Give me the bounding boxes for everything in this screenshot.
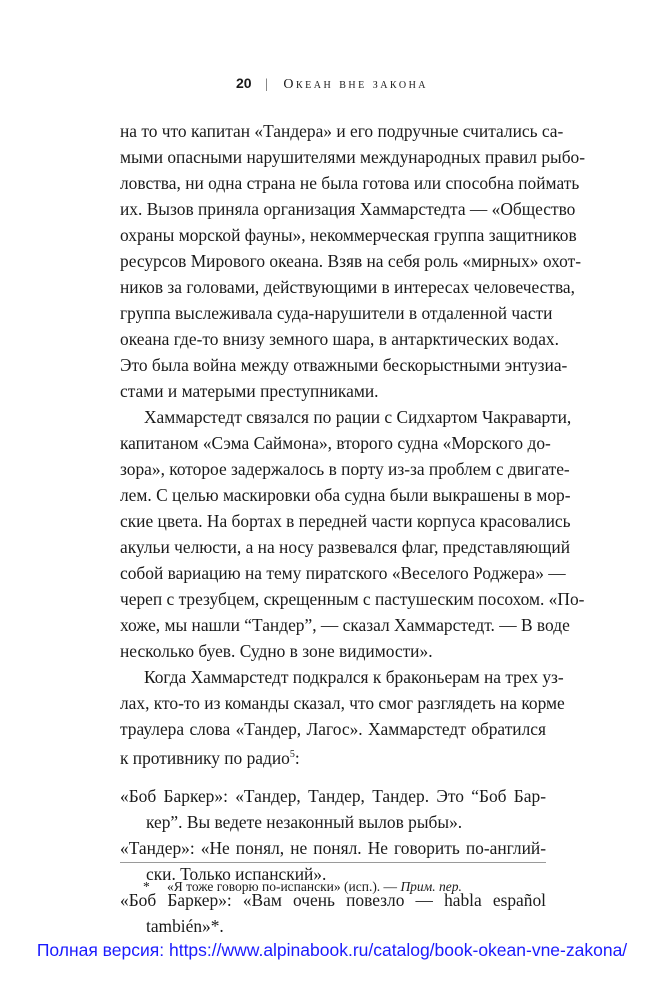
- body-line: череп с трезубцем, скрещенным с пастушеским посохом. «По-: [120, 589, 585, 609]
- running-header: [0, 75, 664, 93]
- footnote-reference: 5: [289, 749, 295, 760]
- page-body: [120, 118, 586, 939]
- body-line: несколько буев. Судно в зоне видимости».: [120, 641, 433, 661]
- body-line: ресурсов Мирового океана. Взяв на себя роль «мирных» охот-: [120, 251, 581, 271]
- body-line: мыми опасными нарушителями международных правил рыбо-: [120, 147, 586, 167]
- footnote-divider: [120, 862, 546, 863]
- body-line: ские цвета. На бортах в передней части корпуса красовались: [120, 511, 571, 531]
- radio-dialogue: [120, 783, 546, 939]
- body-line: океана где-то внизу земного шара, в антарктических водах.: [120, 329, 559, 349]
- body-line: стами и матерыми преступниками.: [120, 381, 379, 401]
- body-line: ловства, ни одна страна не была готова или способна поймать: [120, 173, 580, 193]
- body-line: траулера слова «Тандер, Лагос». Хаммарстедт обратился: [120, 719, 546, 739]
- footnote-translator-note: Прим. пер.: [400, 879, 462, 894]
- page-number: 20: [235, 75, 252, 91]
- body-line-tail: :: [294, 747, 300, 768]
- book-title: Океан вне закона: [283, 77, 429, 92]
- body-line-text: к противнику по радио: [120, 747, 290, 768]
- body-line: лем. С целью маскировки оба судна были выкрашены в мор-: [120, 485, 571, 505]
- body-line: охраны морской фауны», некоммерческая группа защитников: [120, 225, 577, 245]
- body-line: акульи челюсти, а на носу развевался флаг, представляющий: [120, 537, 571, 557]
- footnote: [143, 878, 462, 896]
- footnote-mark: *: [143, 879, 150, 894]
- dialogue-line: кер”. Вы ведете незаконный вылов рыбы».: [146, 811, 463, 832]
- dialogue-line: «Боб Баркер»: «Тандер, Тандер, Тандер. Это “Боб Бар-: [120, 785, 546, 806]
- body-line: группа выслеживала суда-нарушители в отдаленной части: [120, 303, 553, 323]
- dialogue-line: también»*.: [146, 915, 224, 936]
- body-line: Когда Хаммарстедт подкрался к браконьерам на трех уз-: [144, 667, 564, 687]
- body-line: капитаном «Сэма Саймона», второго судна «Морского до-: [120, 433, 551, 453]
- body-line: хоже, мы нашли “Тандер”, — сказал Хаммарстедт. — В воде: [120, 615, 570, 635]
- body-line: на то что капитан «Тандера» и его подручные считались са-: [120, 121, 564, 141]
- full-version-link[interactable]: Полная версия: https://www.alpinabook.ru/catalog/book-okean-vne-zakona/: [36, 940, 628, 960]
- footnote-text: «Я тоже говорю по-испански» (исп.). —: [167, 879, 398, 894]
- body-line: ников за головами, действующими в интересах человечества,: [120, 277, 575, 297]
- body-line: собой вариацию на тему пиратского «Веселого Роджера» —: [120, 563, 566, 583]
- dialogue-line: ски. Только испанский».: [146, 863, 327, 884]
- dialogue-line: «Тандер»: «Не понял, не понял. Не говорить по-англий-: [120, 837, 546, 858]
- body-line: их. Вызов приняла организация Хаммарстедта — «Общество: [120, 199, 576, 219]
- dialogue-line: «Боб Баркер»: «Вам очень повезло — habla español: [120, 889, 546, 910]
- body-line-with-footnote: [120, 742, 546, 771]
- body-line: зора», которое задержалось в порту из-за проблем с двигате-: [120, 459, 570, 479]
- body-line: Это была война между отважными бескорыстными энтузиа-: [120, 355, 568, 375]
- body-line: Хаммарстедт связался по рации с Сидхартом Чакраварти,: [144, 407, 572, 427]
- header-separator: |: [265, 77, 270, 92]
- body-line: лах, кто-то из команды сказал, что смог разглядеть на корме: [120, 693, 565, 713]
